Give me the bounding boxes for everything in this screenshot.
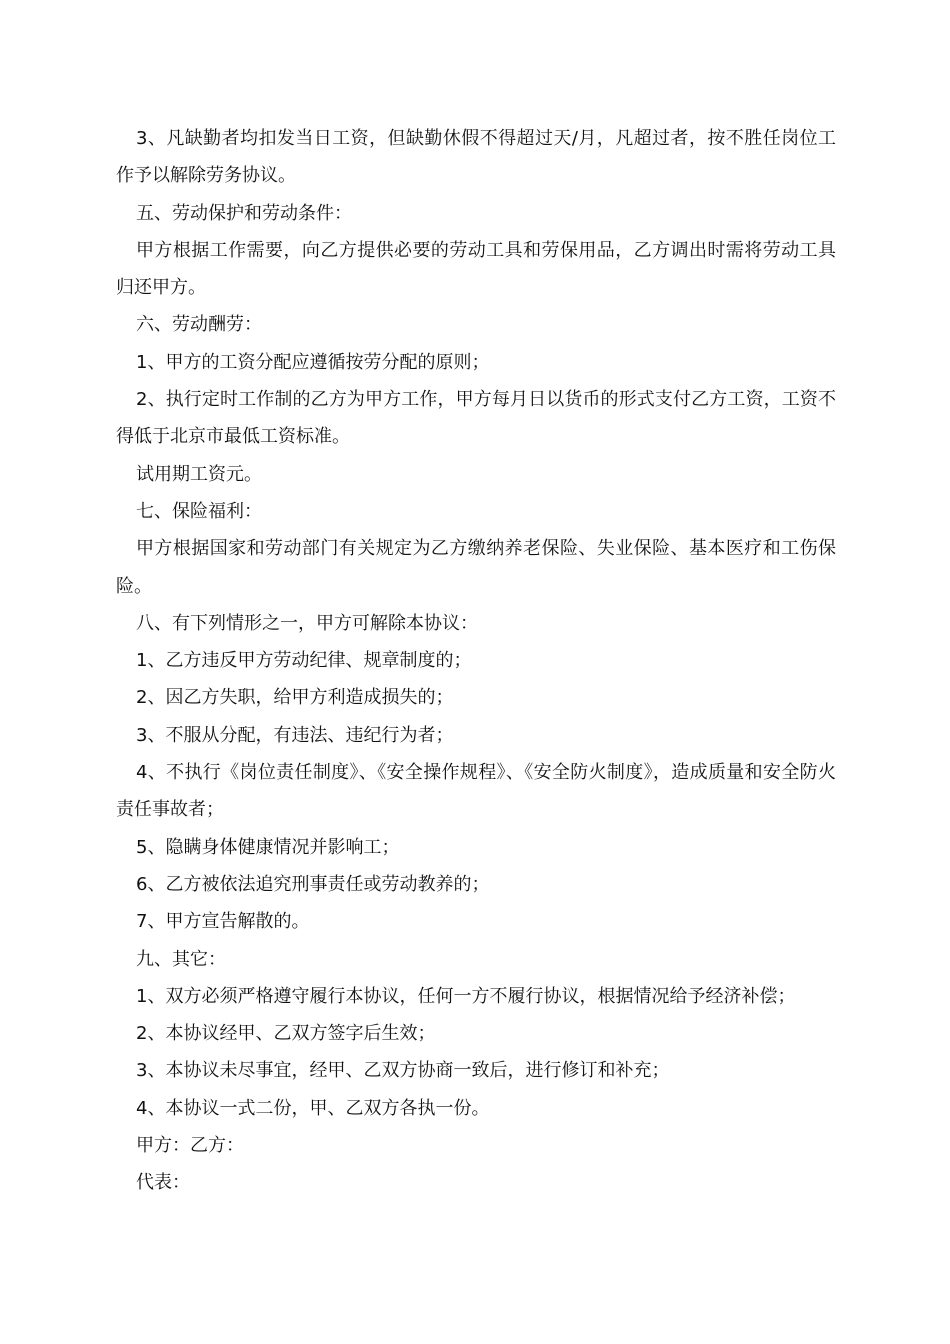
list-item-termination-3: 3、不服从分配，有违法、违纪行为者；: [136, 724, 454, 746]
paragraph-wage-payment: 2、执行定时工作制的乙方为甲方工作，甲方每月日以货币的形式支付乙方工资，工资不得低于北京市最低工资标准。: [116, 389, 836, 448]
list-item-other-1: 1、双方必须严格遵守履行本协议，任何一方不履行协议，根据情况给予经济补偿；: [136, 985, 796, 1007]
heading-other: 九、其它：: [136, 948, 226, 970]
heading-termination: 八、有下列情形之一，甲方可解除本协议：: [136, 612, 478, 634]
signature-parties: 甲方：乙方：: [136, 1135, 244, 1157]
heading-insurance: 七、保险福利：: [136, 500, 262, 522]
list-item-other-2: 2、本协议经甲、乙双方签字后生效；: [136, 1023, 436, 1045]
paragraph-insurance: 甲方根据国家和劳动部门有关规定为乙方缴纳养老保险、失业保险、基本医疗和工伤保险。: [116, 538, 836, 597]
list-item-other-4: 4、本协议一式二份，甲、乙双方各执一份。: [136, 1097, 490, 1119]
paragraph-wage-principle: 1、甲方的工资分配应遵循按劳分配的原则；: [136, 351, 490, 373]
paragraph-labor-tools: 甲方根据工作需要，向乙方提供必要的劳动工具和劳保用品，乙方调出时需将劳动工具归还甲方。: [116, 239, 836, 299]
paragraph-probation-wage: 试用期工资元。: [136, 463, 262, 485]
heading-remuneration: 六、劳动酬劳：: [136, 314, 262, 336]
paragraph-absence-rule: 3、凡缺勤者均扣发当日工资，但缺勤休假不得超过天/月，凡超过者，按不胜任岗位工作予以解除劳务协议。: [116, 128, 836, 187]
document-body: [116, 120, 836, 1202]
list-item-termination-4: 4、不执行《岗位责任制度》、《安全操作规程》、《安全防火制度》，造成质量和安全防火责任事故者；: [116, 762, 836, 821]
list-item-termination-2: 2、因乙方失职，给甲方利造成损失的；: [136, 687, 454, 709]
list-item-termination-6: 6、乙方被依法追究刑事责任或劳动教养的；: [136, 873, 490, 895]
list-item-termination-1: 1、乙方违反甲方劳动纪律、规章制度的；: [136, 650, 472, 672]
signature-representative: 代表：: [136, 1172, 190, 1194]
heading-labor-protection: 五、劳动保护和劳动条件：: [136, 202, 352, 224]
list-item-termination-7: 7、甲方宣告解散的。: [136, 911, 310, 933]
list-item-other-3: 3、本协议未尽事宜，经甲、乙双方协商一致后，进行修订和补充；: [136, 1060, 670, 1082]
list-item-termination-5: 5、隐瞒身体健康情况并影响工；: [136, 836, 400, 858]
